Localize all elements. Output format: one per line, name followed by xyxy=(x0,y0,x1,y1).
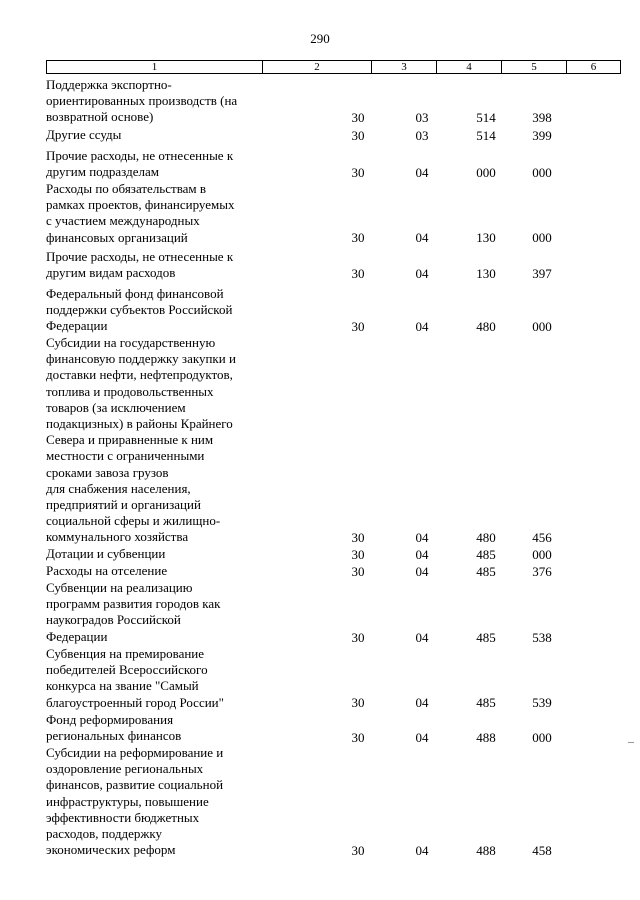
column-header-1: 1 xyxy=(47,61,263,74)
column-header-4: 4 xyxy=(437,61,502,74)
page-number: 290 xyxy=(310,31,330,46)
code-expense-type: 397 xyxy=(532,265,552,281)
code-section: 30 xyxy=(351,729,365,745)
code-expense-type: 399 xyxy=(532,127,552,143)
code-subsection: 04 xyxy=(415,265,429,281)
row-name: Расходы по обязательствам в рамках проектов, финансируемых с участием международных финансовых организаций xyxy=(46,181,235,245)
code-section: 30 xyxy=(351,529,365,545)
code-section: 30 xyxy=(351,694,365,710)
code-target: 130 xyxy=(476,229,496,245)
code-target: 485 xyxy=(476,629,496,645)
code-section: 30 xyxy=(351,109,365,125)
code-subsection: 04 xyxy=(415,842,429,858)
code-target: 130 xyxy=(476,265,496,281)
column-header-row xyxy=(47,61,621,74)
code-expense-type: 000 xyxy=(532,729,552,745)
code-expense-type: 456 xyxy=(532,529,552,545)
code-expense-type: 000 xyxy=(532,164,552,180)
code-section: 30 xyxy=(351,229,365,245)
row-name: Прочие расходы, не отнесенные к другим видам расходов xyxy=(46,249,234,281)
code-section: 30 xyxy=(351,164,365,180)
row-name: Дотации и субвенции xyxy=(46,546,166,561)
budget-row xyxy=(0,286,640,335)
code-target: 488 xyxy=(476,842,496,858)
column-header-table xyxy=(46,60,621,74)
row-name: Субвенции на реализацию программ развития городов как наукоградов Российской Федерации xyxy=(46,580,221,644)
budget-row xyxy=(0,181,640,246)
code-section: 30 xyxy=(351,265,365,281)
code-expense-type: 376 xyxy=(532,563,552,579)
code-expense-type: 000 xyxy=(532,229,552,245)
code-target: 480 xyxy=(476,318,496,334)
budget-row xyxy=(0,646,640,711)
code-section: 30 xyxy=(351,629,365,645)
code-subsection: 04 xyxy=(415,729,429,745)
row-name: Расходы на отселение xyxy=(46,563,168,578)
code-target: 480 xyxy=(476,529,496,545)
column-header-6: 6 xyxy=(567,61,621,74)
code-target: 485 xyxy=(476,694,496,710)
budget-row xyxy=(0,580,640,646)
row-name: Субсидии на реформирование и оздоровление региональных финансов, развитие социальной инфраструктуры, повышение эффективности бюджетных расходов, поддержку экономических реформ xyxy=(46,745,224,858)
code-subsection: 04 xyxy=(415,563,429,579)
row-name: Субсидии на государственную финансовую поддержку закупки и доставки нефти, нефтепродуктов, топлива и продовольственных товаров (за исключением подакцизных) в районы Крайнего Севера и приравненные к ним местности с ограниченными сроками завоза грузов для снабжения населения, предприятий и организаций социальной сферы и жилищно- коммунального хозяйства xyxy=(46,335,236,545)
budget-row xyxy=(0,546,640,563)
code-subsection: 04 xyxy=(415,694,429,710)
budget-row xyxy=(0,563,640,580)
scan-artifact-mark xyxy=(628,742,634,743)
budget-row xyxy=(0,127,640,144)
code-subsection: 04 xyxy=(415,546,429,562)
code-section: 30 xyxy=(351,318,365,334)
code-target: 488 xyxy=(476,729,496,745)
code-target: 000 xyxy=(476,164,496,180)
code-section: 30 xyxy=(351,127,365,143)
row-name: Поддержка экспортно- ориентированных производств (на возвратной основе) xyxy=(46,77,238,125)
code-expense-type: 000 xyxy=(532,546,552,562)
code-section: 30 xyxy=(351,842,365,858)
budget-row xyxy=(0,335,640,546)
code-section: 30 xyxy=(351,563,365,579)
column-header-5: 5 xyxy=(502,61,567,74)
code-target: 485 xyxy=(476,563,496,579)
row-name: Прочие расходы, не отнесенные к другим подразделам xyxy=(46,148,234,180)
column-header-2: 2 xyxy=(263,61,372,74)
code-expense-type: 000 xyxy=(532,318,552,334)
code-expense-type: 398 xyxy=(532,109,552,125)
row-name: Другие ссуды xyxy=(46,127,122,142)
code-subsection: 04 xyxy=(415,629,429,645)
code-target: 514 xyxy=(476,127,496,143)
budget-row xyxy=(0,148,640,181)
row-name: Субвенция на премирование победителей Всероссийского конкурса на звание "Самый благоустроенный город России" xyxy=(46,646,224,710)
code-subsection: 04 xyxy=(415,318,429,334)
code-subsection: 03 xyxy=(415,109,429,125)
code-subsection: 04 xyxy=(415,229,429,245)
code-section: 30 xyxy=(351,546,365,562)
code-subsection: 03 xyxy=(415,127,429,143)
budget-row xyxy=(0,249,640,282)
budget-row xyxy=(0,77,640,126)
code-expense-type: 458 xyxy=(532,842,552,858)
code-subsection: 04 xyxy=(415,529,429,545)
budget-row xyxy=(0,745,640,859)
column-header-3: 3 xyxy=(372,61,437,74)
code-expense-type: 538 xyxy=(532,629,552,645)
row-name: Фонд реформирования региональных финансов xyxy=(46,712,182,744)
code-subsection: 04 xyxy=(415,164,429,180)
code-target: 485 xyxy=(476,546,496,562)
budget-row xyxy=(0,712,640,746)
code-expense-type: 539 xyxy=(532,694,552,710)
code-target: 514 xyxy=(476,109,496,125)
row-name: Федеральный фонд финансовой поддержки субъектов Российской Федерации xyxy=(46,286,233,334)
